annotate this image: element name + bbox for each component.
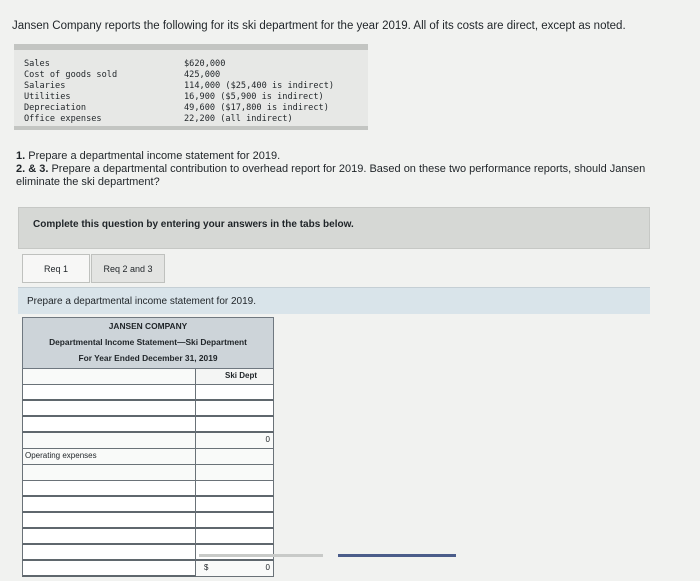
tab-req-2-and-3[interactable]	[91, 254, 165, 283]
table-row	[22, 417, 274, 433]
data-label: Office expenses	[24, 114, 102, 124]
instruction-2-number: 2. & 3.	[16, 163, 49, 175]
tab-req-1[interactable]	[22, 254, 90, 283]
final-label-input[interactable]	[22, 561, 196, 577]
tab-label: Req 2 and 3	[103, 263, 153, 274]
statement-period: For Year Ended December 31, 2019	[78, 353, 218, 363]
table-row	[22, 385, 274, 401]
expense-amount-input[interactable]	[196, 513, 274, 529]
table-row	[22, 513, 274, 529]
column-header-ski-dept: Ski Dept	[196, 369, 274, 385]
prompt-text: Prepare a departmental income statement for 2019.	[27, 296, 257, 307]
company-name: JANSEN COMPANY	[108, 321, 188, 331]
empty-label-cell	[22, 369, 196, 385]
expense-label-input[interactable]	[22, 497, 196, 513]
empty-amount-cell	[196, 465, 274, 481]
data-label: Depreciation	[24, 103, 87, 113]
expense-label-input[interactable]	[22, 545, 196, 561]
divider-line-accent	[338, 554, 456, 557]
total-value: 0	[265, 563, 270, 572]
table-row	[22, 545, 274, 561]
expense-amount-input[interactable]	[196, 545, 274, 561]
data-value: 425,000	[184, 70, 221, 80]
table-row	[22, 369, 274, 385]
data-value: 49,600 ($17,800 is indirect)	[184, 103, 329, 113]
data-label: Cost of goods sold	[24, 70, 118, 80]
expense-label-input[interactable]	[22, 529, 196, 545]
expense-label-input[interactable]	[22, 481, 196, 497]
data-label: Salaries	[24, 81, 66, 91]
empty-label-cell	[22, 465, 196, 481]
table-row	[22, 401, 274, 417]
line-item-label-input[interactable]	[22, 417, 196, 433]
line-item-amount-input[interactable]	[196, 401, 274, 417]
instruction-1-number: 1.	[16, 150, 26, 162]
table-row	[22, 481, 274, 497]
complete-question-text: Complete this question by entering your answers in the tabs below.	[33, 219, 354, 230]
line-item-label-input[interactable]	[22, 401, 196, 417]
statement-title: Departmental Income Statement—Ski Department	[49, 337, 247, 347]
problem-header: Jansen Company reports the following for its ski department for the year 2019. All of its costs are direct, except as noted.	[12, 20, 626, 32]
operating-expenses-label: Operating expenses	[22, 449, 196, 465]
instruction-1-text: Prepare a departmental income statement for 2019.	[28, 150, 281, 162]
table-row	[22, 561, 274, 577]
income-statement-table	[22, 317, 274, 577]
tab-label: Req 1	[43, 263, 69, 274]
total-cell	[196, 561, 274, 577]
expense-label-input[interactable]	[22, 513, 196, 529]
table-row	[22, 465, 274, 481]
instruction-2	[16, 163, 692, 189]
line-item-amount-input[interactable]	[196, 417, 274, 433]
table-row	[22, 529, 274, 545]
data-label: Sales	[24, 59, 50, 69]
data-value: $620,000	[184, 59, 226, 69]
subtotal-value: 0	[196, 433, 274, 449]
dollar-sign: $	[204, 563, 209, 572]
expense-amount-input[interactable]	[196, 529, 274, 545]
instruction-1	[16, 150, 692, 163]
data-value: 114,000 ($25,400 is indirect)	[184, 81, 335, 91]
line-item-label-input[interactable]	[22, 385, 196, 401]
given-data-box	[14, 44, 368, 130]
data-label: Utilities	[24, 92, 71, 102]
data-value: 22,200 (all indirect)	[184, 114, 293, 124]
instructions	[16, 150, 692, 189]
prompt-bar	[18, 287, 650, 314]
divider-line	[199, 554, 323, 557]
table-row	[22, 449, 274, 465]
statement-header	[22, 317, 274, 369]
expense-amount-input[interactable]	[196, 481, 274, 497]
instruction-2-text: Prepare a departmental contribution to overhead report for 2019. Based on these two performance reports, should Jansen eliminate the ski department?	[16, 163, 646, 188]
subtotal-label-cell	[22, 433, 196, 449]
table-row	[22, 497, 274, 513]
line-item-amount-input[interactable]	[196, 385, 274, 401]
empty-amount-cell	[196, 449, 274, 465]
table-row	[22, 433, 274, 449]
expense-amount-input[interactable]	[196, 497, 274, 513]
data-value: 16,900 ($5,900 is indirect)	[184, 92, 324, 102]
complete-question-box	[18, 207, 650, 249]
